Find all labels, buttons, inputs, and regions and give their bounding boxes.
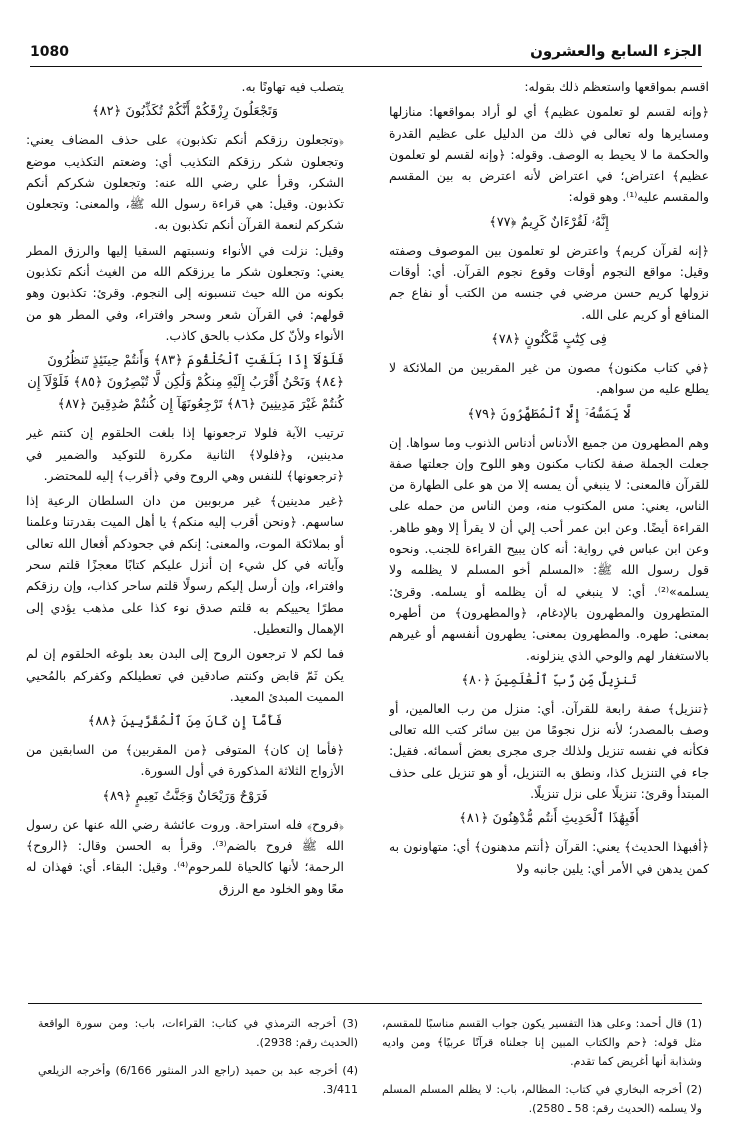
paragraph: ﴿أفبهذا الحديث﴾ يعني: القرآن ﴿أنتم مدهنون﴾ أي: متهاونون به كمن يدهن في الأمر أي: يلين جانبه ولا — [389, 839, 709, 876]
quran-verse: فَلَوْلَآ إِذَا بَلَغَتِ ٱلْحُلْقُومَ ﴿٨٣﴾ وَأَنتُمْ حِينَئِذٍ تَنظُرُونَ ﴿٨٤﴾ وَنَحْنُ أَقْرَبُ إِلَيْهِ مِنكُمْ وَلَٰكِن لَّا تُبْصِرُونَ ﴿٨٥﴾ فَلَوْلَآ إِن كُنتُمْ غَيْرَ مَدِينِينَ ﴿٨٦﴾ تَرْجِعُونَهَآ إِن كُنتُمْ صَٰدِقِينَ ﴿٨٧﴾ — [27, 353, 344, 413]
footnotes-left — [38, 1014, 358, 1108]
paragraph: ﴿في كتاب مكنون﴾ مصون من غير المقربين من الملائكة لا يطلع عليه من سواهم. — [389, 359, 709, 397]
paragraph: ﴿وتجعلون رزقكم أنكم تكذبون﴾ على حذف المضاف يعني: وتجعلون شكر رزقكم التكذيب أي: وضعتم التكذيب موضع الشكر، وقرأ علي رضي الله عنه: وتجعلون شكركم أنكم تكذبون. وقيل: هي قراءة رسول الله ﷺ، والمعنى: وتجعلون شكركم لنعمة القرآن أنكم تكذبون به. — [26, 132, 344, 233]
right-column — [389, 76, 709, 971]
paragraph: فما لكم لا ترجعون الروح إلى البدن بعد بلوغه الحلقوم إن لم يكن ثَمّ قابض وكنتم صادقين في تعطيلكم وكفركم بالمُحيي المميت المبدئ المعيد. — [26, 646, 344, 704]
footnotes-right — [382, 1014, 702, 1127]
paragraph: وهم المطهرون من جميع الأدناس أدناس الذنوب وما سواها. إن جعلت الجملة صفة لكتاب مكنون وهو اللوح وإن جعلتها صفة للقرآن فالمعنى: لا ينبغي أن يمسه إلا من هو على الطهارة من الناس، يعني: مس المكتوب منه، ومن الناس من حمله على القراءة أيضًا. وعن ابن عمر أحب إلي أن لا يقرأ إلا وهو طاهر. وعن ابن عباس في رواية: أنه كان يبيح القراءة للجنب. ونحوه قول رسول الله ﷺ: «المسلم أخو المسلم لا يظلمه ولا يسلمه»⁽²⁾. أي: لا ينبغي له أن يظلمه أو يسلمه. وقرئ: المتطهرون والمطهرون بالإدغام، ﴿والمطهرون﴾ من أطهره بمعنى: طهره. والمطهرون بمعنى: يطهرون أنفسهم أو غيرهم بالاستغفار لهم والوحي الذي ينزلونه. — [389, 434, 709, 663]
paragraph: ﴿فأما إن كان﴾ المتوفى ﴿من المقربين﴾ من السابقين من الأزواج الثلاثة المذكورة في أول السورة. — [26, 742, 344, 779]
footnote: (4) أخرجه عبد بن حميد (راجع الدر المنثور 6/166) وأخرجه الزيلعي 3/411. — [38, 1064, 358, 1096]
paragraph: ﴿فروح﴾ فله استراحة. وروت عائشة رضي الله عنها عن رسول الله ﷺ فروح بالضم⁽³⁾. وقرأ به الحسن وقال: ﴿الروح﴾ الرحمة؛ لأنها كالحياة للمرحوم⁽⁴⁾. وقيل: البقاء. أي: فهذان له معًا وهو الخلود مع الرزق — [26, 816, 344, 896]
left-column — [26, 76, 344, 971]
quran-verse: فِى كِتَٰبٍ مَّكْنُونٍ ﴿٧٨﴾ — [491, 331, 607, 347]
footnotes — [28, 1003, 702, 1124]
page-number: 1080 — [30, 44, 69, 60]
footnote: (2) أخرجه البخاري في كتاب: المظالم، باب: لا يظلم المسلم المسلم ولا يسلمه (الحديث رقم: 58 ـ 2580). — [382, 1083, 702, 1115]
quran-verse: أَفَبِهَٰذَا ٱلْحَدِيثِ أَنتُم مُّدْهِنُونَ ﴿٨١﴾ — [459, 811, 639, 827]
paragraph: ﴿إنه لقرآن كريم﴾ واعترض لو تعلمون بين الموصوف وصفته وقيل: مواقع النجوم أوقات وقوع نجوم القرآن. أي: أوقات نزولها كريم حسن مرضي في جنسه من الكتب أو نفاع جم المنافع أو كريم على الله. — [389, 242, 709, 322]
paragraph: يتصلب فيه تهاونًا به. — [241, 79, 344, 94]
footnote: (3) أخرجه الترمذي في كتاب: القراءات، باب: ومن سورة الواقعة (الحديث رقم: 2938). — [38, 1017, 358, 1049]
paragraph: ﴿غير مدينين﴾ غير مربوبين من دان السلطان الرعية إذا ساسهم. ﴿ونحن أقرب إليه منكم﴾ يا أهل الميت بقدرتنا وعلمنا أو بملائكة الموت، والمعنى: إنكم في جحودكم أفعال الله تعالى وآياته في كل شيء إن أنزل عليكم كتابًا معجزًا قلتم سحر وافتراء، وإن أرسل إليكم رسولًا قلتم ساحر كذاب، وإن رزقكم مطرًا يحييكم به قلتم صدق نوء كذا على مذهب يؤدي إلى الإهمال والتعطيل. — [26, 493, 344, 636]
quran-verse: وَتَجْعَلُونَ رِزْقَكُمْ أَنَّكُمْ تُكَذِّبُونَ ﴿٨٢﴾ — [91, 104, 279, 120]
quran-verse: تَنزِيلٌ مِّن رَّبِّ ٱلْعَٰلَمِينَ ﴿٨٠﴾ — [461, 672, 637, 688]
quran-verse: فَأَمَّآ إِن كَانَ مِنَ ٱلْمُقَرَّبِينَ ﴿٨٨﴾ — [87, 714, 283, 730]
paragraph: ترتيب الآية فلولا ترجعونها إذا بلغت الحلقوم إن كنتم غير مدينين، و﴿فلولا﴾ الثانية مكررة للتوكيد والضمير في ﴿ترجعونها﴾ للنفس وهي الروح وفي ﴿أقرب﴾ إليه للمحتضر. — [26, 425, 344, 483]
quran-verse: لَّا يَمَسُّهُۥٓ إِلَّا ٱلْمُطَهَّرُونَ ﴿٧٩﴾ — [467, 406, 631, 422]
quran-verse: فَرَوْحٌ وَرَيْحَانٌ وَجَنَّتُ نَعِيمٍ ﴿٨٩﴾ — [102, 788, 268, 804]
paragraph: اقسم بمواقعها واستعظم ذلك بقوله: — [524, 79, 709, 94]
paragraph: ﴿وإنه لقسم لو تعلمون عظيم﴾ أي لو أراد بمواقعها: منازلها ومسايرها وله تعالى في ذلك من الدليل على عظيم القدرة والحكمة ما لا يحيط به الوصف. وقوله: ﴿وإنه لقسم لو تعلمون عظيم﴾ اعتراض؛ في اعتراض لأنه اعترض به بين المقسم والمقسم عليه⁽¹⁾. وهو قوله: — [389, 104, 709, 205]
paragraph: ﴿تنزيل﴾ صفة رابعة للقرآن. أي: منزل من رب العالمين، أو وصف بالمصدر؛ لأنه نزل نجومًا من بين سائر كتب الله تعالى فكأنه في نفسه تنزيل ولذلك جرى مجرى بعض أسمائه. فقيل: جاء في التنزيل كذا، ونطق به التنزيل، أو هو تنزيل على حذف المبتدأ وقرئ: تنزيلًا على نزل تنزيلًا. — [389, 700, 709, 802]
running-title: الجزء السابع والعشرون — [530, 42, 702, 60]
paragraph: وقيل: نزلت في الأنواء ونسبتهم السقيا إليها والرزق المطر يعني: وتجعلون شكر ما يرزقكم الله من الغيث أنكم تكذبون بكونه من الله حيث تنسبونه إلى النجوم. وقرئ: تكذبون وهو قولهم: في القرآن شعر وسحر وافتراء، وفي المطر هو من الأنواء ولأنّ كل مكذب بالحق كاذب. — [26, 242, 344, 343]
footnote: (1) قال أحمد: وعلى هذا التفسير يكون جواب القسم مناسبًا للمقسم، مثل قوله: ﴿حم والكتاب المبين إنا جعلناه قرآنًا عربيًا﴾ ومن واديه وشذابة أنها أغريض كما تقدم. — [382, 1017, 702, 1068]
page-header — [30, 40, 702, 67]
quran-verse: إِنَّهُۥ لَقُرْءَانٌ كَرِيمٌ ﴿٧٧﴾ — [489, 214, 609, 230]
